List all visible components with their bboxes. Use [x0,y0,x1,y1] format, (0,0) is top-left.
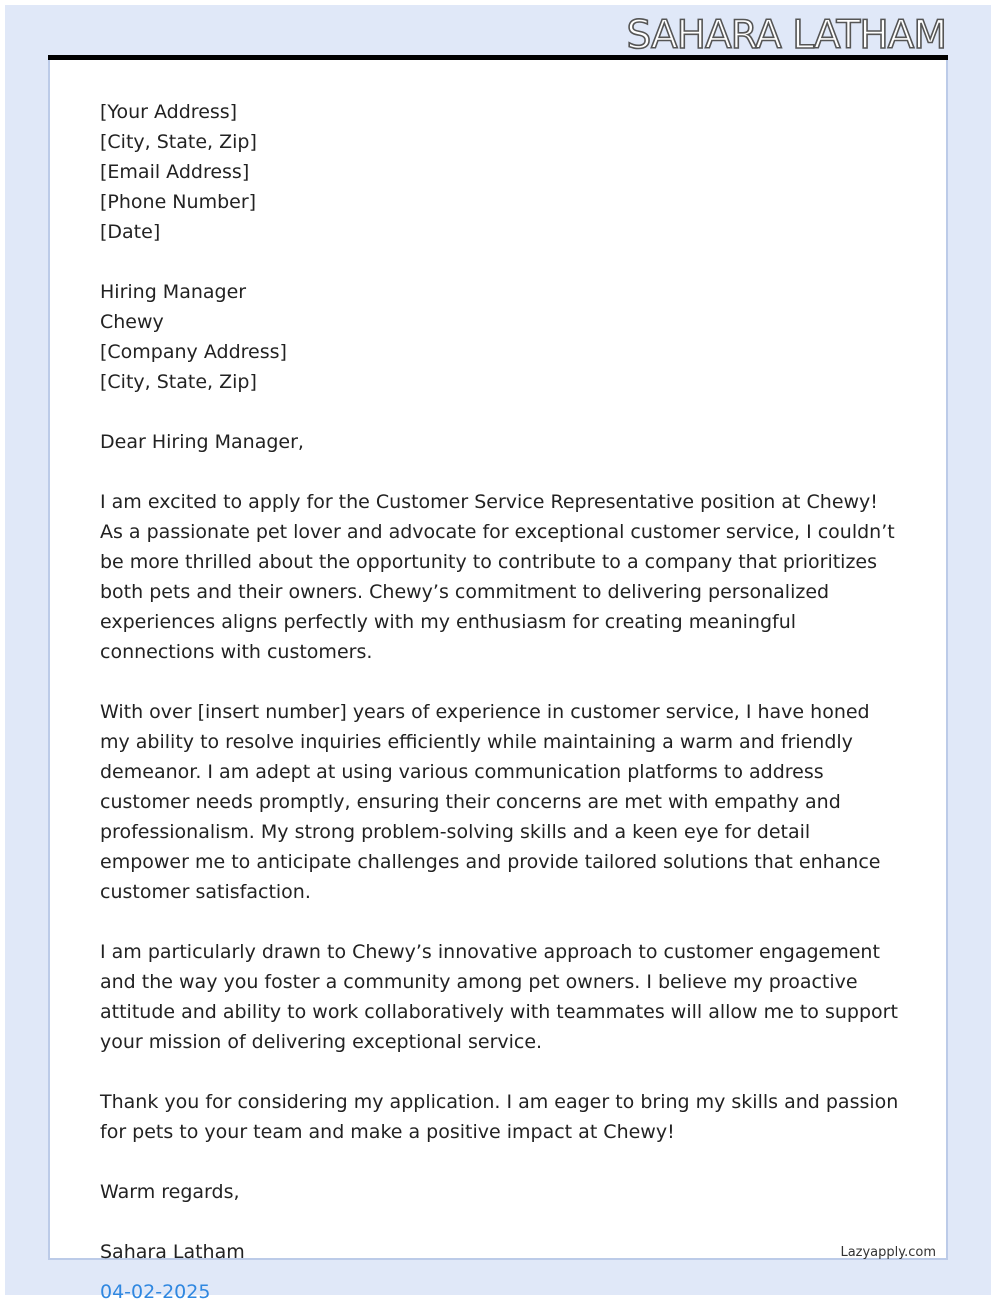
sender-email: [Email Address] [100,161,250,183]
paragraph-3: I am particularly drawn to Chewy’s innovative approach to customer engagement and the way you foster a community among pet owners. I believe my proactive attitude and ability to work collaboratively with teammates will allow me to support your mission of delivering exceptional service. [100,941,898,1053]
applicant-name-header: SAHARA LATHAM [626,13,946,58]
recipient-city-state-zip: [City, State, Zip] [100,371,257,393]
paragraph-1: I am excited to apply for the Customer Service Representative position at Chewy! As a passionate pet lover and advocate for exceptional customer service, I couldn’t be more thrilled about the opportunity to contribute to a company that prioritizes both pets and their owners. Chewy’s commitment to delivering personalized experiences aligns perfectly with my enthusiasm for creating meaningful connections with customers. [100,491,895,663]
closing: Warm regards, [100,1181,240,1203]
sender-city-state-zip: [City, State, Zip] [100,131,257,153]
sender-address: [Your Address] [100,101,238,123]
recipient-address: [Company Address] [100,341,287,363]
paragraph-2: With over [insert number] years of experience in customer service, I have honed my ability to resolve inquiries efficiently while maintaining a warm and friendly demeanor. I am adept at using various communication platforms to address customer needs promptly, ensuring their concerns are met with empathy and professionalism. My strong problem-solving skills and a keen eye for detail empower me to anticipate challenges and provide tailored solutions that enhance customer satisfaction. [100,701,881,903]
recipient-block [100,277,900,397]
sender-date: [Date] [100,221,161,243]
watermark-text: Lazyapply.com [840,1245,936,1260]
letter-body [100,97,900,1307]
signature: Sahara Latham [100,1241,245,1263]
recipient-title: Hiring Manager [100,281,247,303]
salutation: Dear Hiring Manager, [100,431,304,453]
recipient-company: Chewy [100,311,164,333]
sender-block [100,97,900,247]
footer-date: 04-02-2025 [100,1281,211,1303]
sender-phone: [Phone Number] [100,191,257,213]
paragraph-4: Thank you for considering my application. I am eager to bring my skills and passion for pets to your team and make a positive impact at Chewy! [100,1091,899,1143]
